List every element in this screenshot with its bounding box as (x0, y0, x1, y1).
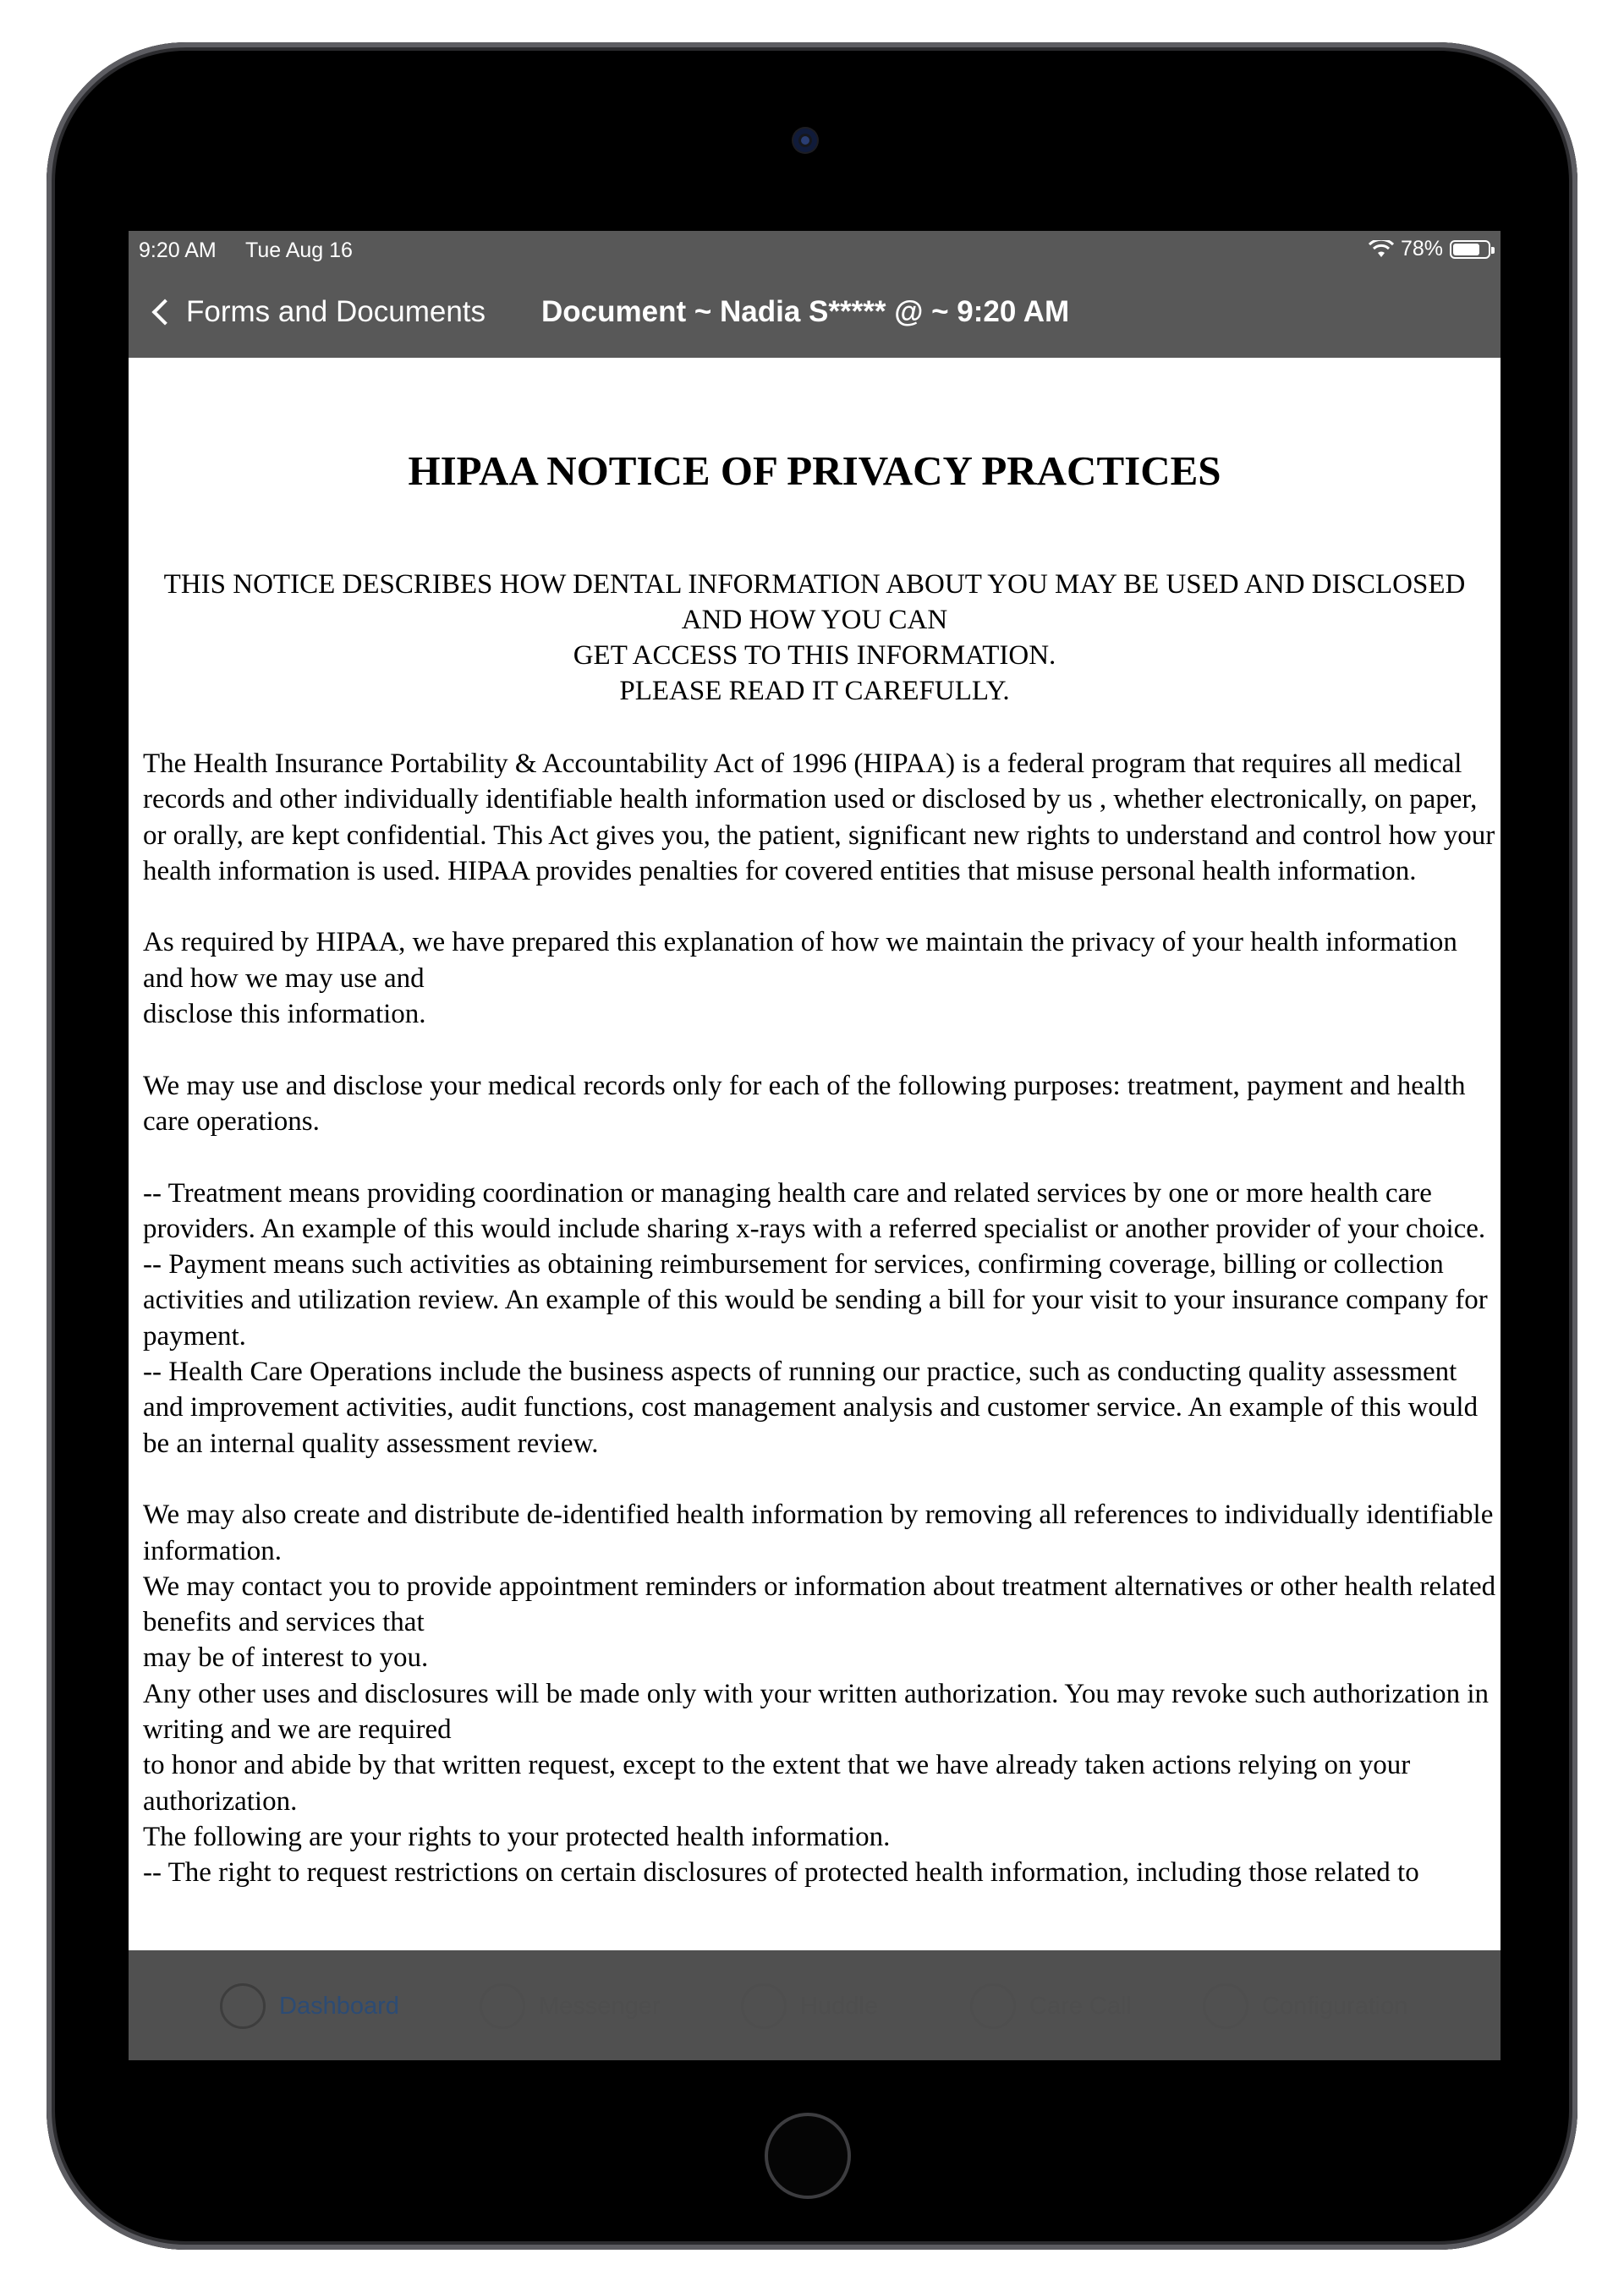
chevron-left-icon (151, 299, 178, 325)
paragraph: -- Health Care Operations include the business aspects of running our practice, such as conducting quality assessment and improvement activities, audit functions, cost management analysis and customer service. An example of this would be an internal quality assessment review. (143, 1357, 1479, 1459)
wifi-icon (1369, 240, 1394, 259)
battery-icon (1450, 240, 1490, 259)
subtitle-line: GET ACCESS TO THIS INFORMATION. (573, 640, 1056, 671)
back-button[interactable] (149, 295, 486, 329)
tab-messenger[interactable] (480, 1972, 660, 2040)
phone-icon (970, 1983, 1016, 2029)
tab-label: Care Call (1029, 1992, 1132, 2020)
paragraph: We may also create and distribute de-identified health information by removing all references to individually identifiable information. (143, 1500, 1494, 1566)
paragraph: disclose this information. (143, 999, 426, 1030)
paragraph: -- Treatment means providing coordination or managing health care and related services by one or more health care providers. An example of this would include sharing x-rays with a referred specialist or another provider of your choice. (143, 1177, 1486, 1244)
paragraph: -- Payment means such activities as obtaining reimbursement for services, confirming coverage, billing or collection activities and utilization review. An example of this would be sending a bill for your visit to your insurance company for payment. (143, 1249, 1488, 1352)
tab-label: Dashboard (279, 1992, 399, 2020)
tab-label: Messenger (539, 1992, 661, 2020)
status-bar (129, 231, 1501, 268)
status-right (1369, 237, 1490, 261)
dashboard-icon (220, 1983, 266, 2029)
document-view[interactable] (129, 358, 1501, 1950)
paragraph: Any other uses and disclosures will be made only with your written authorization. You may revoke such authorization in writing and we are required (143, 1678, 1490, 1746)
paragraph: We may contact you to provide appointment reminders or information about treatment alternatives or other health related benefits and services that (143, 1571, 1496, 1638)
tab-care-call[interactable] (970, 1972, 1132, 2040)
wrench-icon (1203, 1983, 1248, 2029)
document-title: HIPAA NOTICE OF PRIVACY PRACTICES (408, 447, 1221, 494)
paragraph: The following are your rights to your protected health information. (143, 1821, 891, 1852)
megaphone-icon (480, 1983, 525, 2029)
paragraph: The Health Insurance Portability & Accountability Act of 1996 (HIPAA) is a federal program that requires all medical records and other individually identifiable health information used or disclosed by us , whether electronically, on paper, or orally, are kept confidential. This Act gives you, the patient, significant new rights to understand and control how your health information is used. HIPAA provides penalties for covered entities that misuse personal health information. (143, 748, 1495, 886)
tab-configuration[interactable] (1203, 1972, 1408, 2040)
status-time: 9:20 AM (139, 239, 217, 262)
paragraph: We may use and disclose your medical records only for each of the following purposes: treatment, payment and health care operations. (143, 1070, 1466, 1137)
back-button-label: Forms and Documents (186, 295, 486, 328)
home-button[interactable] (765, 2113, 851, 2199)
battery-percent: 78% (1400, 237, 1443, 260)
document-subtitle (129, 567, 1501, 709)
battery-fill (1453, 244, 1479, 255)
paragraph: may be of interest to you. (143, 1642, 429, 1674)
people-icon (741, 1983, 787, 2029)
tab-dashboard[interactable] (220, 1972, 399, 2040)
paragraph: -- The right to request restrictions on certain disclosures of protected health information, including those related to (143, 1857, 1419, 1889)
document-body (143, 746, 1496, 1891)
tab-bar (129, 1950, 1501, 2060)
nav-title: Document ~ Nadia S***** @ ~ 9:20 AM (541, 295, 1070, 328)
subtitle-line: AND HOW YOU CAN (681, 605, 948, 635)
tab-label: Configuration (1262, 1992, 1408, 2020)
paragraph: As required by HIPAA, we have prepared this explanation of how we maintain the privacy of your health information and how we may use and (143, 927, 1457, 994)
tab-label: Huddle (800, 1992, 878, 2020)
navigation-bar (129, 268, 1501, 358)
status-date: Tue Aug 16 (245, 239, 353, 262)
subtitle-line: PLEASE READ IT CAREFULLY. (619, 676, 1010, 706)
screen (129, 231, 1501, 2060)
subtitle-line: THIS NOTICE DESCRIBES HOW DENTAL INFORMATION ABOUT YOU MAY BE USED AND DISCLOSED (163, 569, 1466, 600)
paragraph: to honor and abide by that written request, except to the extent that we have already taken actions relying on your authorization. (143, 1750, 1411, 1817)
front-camera (793, 129, 817, 152)
tab-huddle[interactable] (741, 1972, 878, 2040)
